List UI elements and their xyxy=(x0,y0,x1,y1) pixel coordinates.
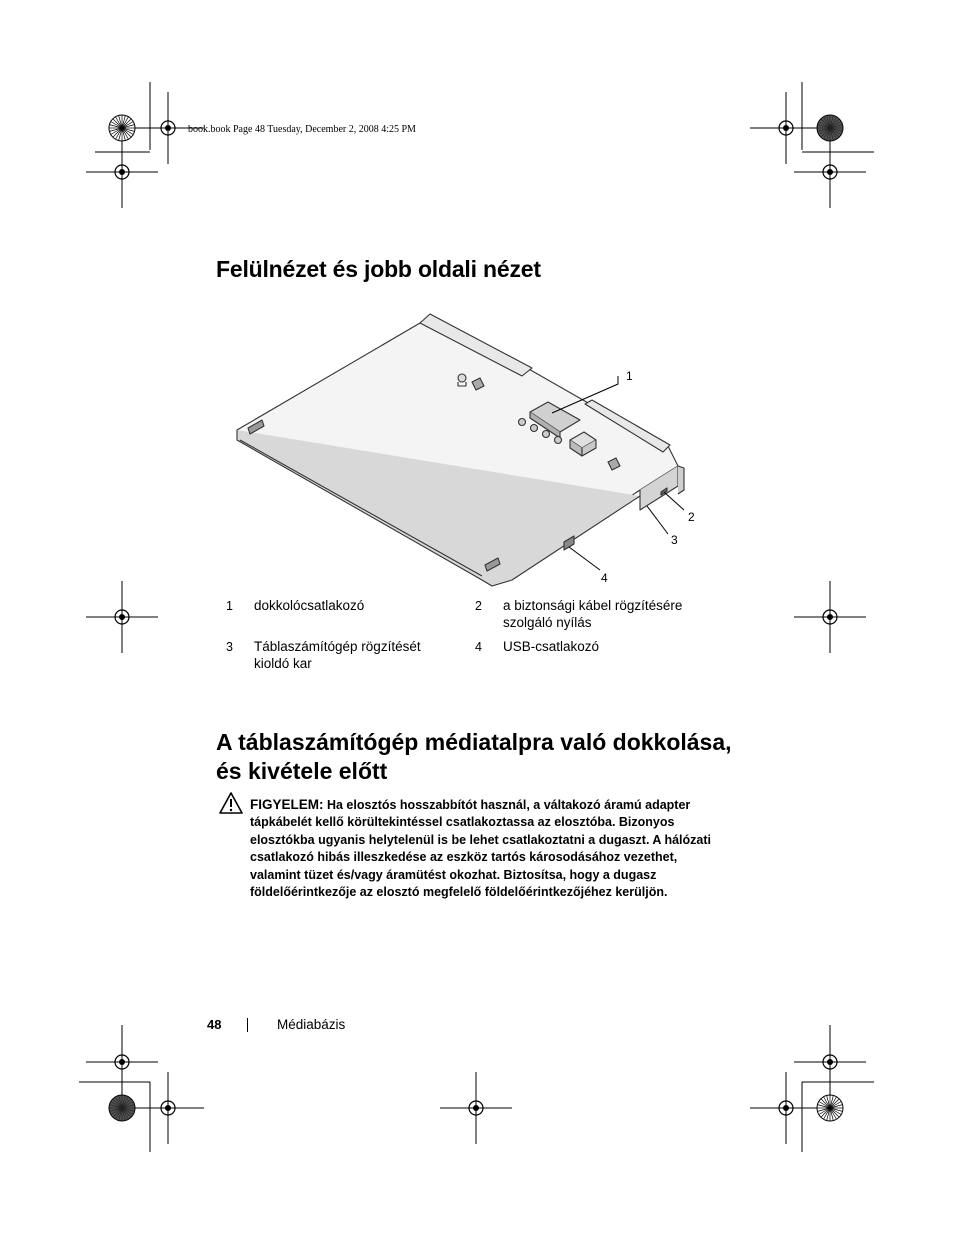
callout-2: 2 xyxy=(688,510,695,524)
legend-number: 2 xyxy=(475,599,482,613)
print-slug-line: book.book Page 48 Tuesday, December 2, 2008 4:25 PM xyxy=(188,124,416,135)
section-title-top-and-right-view: Felülnézet és jobb oldali nézet xyxy=(216,256,541,282)
callout-1: 1 xyxy=(626,369,633,383)
legend-text: USB-csatlakozó xyxy=(503,639,600,654)
warning-label: FIGYELEM: xyxy=(250,797,324,812)
legend-text: Táblaszámítógép rögzítését kioldó kar xyxy=(254,639,421,671)
section-title-before-docking: A táblaszámítógép médiatalpra való dokkolása, és kivétele előtt xyxy=(216,729,732,784)
page-number: 48 xyxy=(207,1017,222,1032)
footer-separator xyxy=(247,1018,248,1032)
warning-block xyxy=(250,796,730,901)
footer-chapter-title: Médiabázis xyxy=(277,1017,346,1032)
legend-text: a biztonsági kábel rögzítésére szolgáló nyílás xyxy=(503,598,683,630)
callout-3: 3 xyxy=(671,533,678,547)
legend-number: 3 xyxy=(226,640,233,654)
legend-number: 1 xyxy=(226,599,233,613)
legend-number: 4 xyxy=(475,640,482,654)
warning-triangle-icon xyxy=(219,792,243,814)
legend-text: dokkolócsatlakozó xyxy=(254,598,365,613)
warning-text: Ha elosztós hosszabbítót használ, a váltakozó áramú adapter tápkábelét kellő körültekintéssel csatlakoztassa az elosztóba. Bizonyos elosztókba ugyanis helytelenül is be lehet csatlakoztatni a dugaszt. A hálózati csatlakozó hibás illeszkedése az eszköz tartós károsodásához vezethet, valamint tüzet és/vagy áramütést okozhat. Biztosítsa, hogy a dugasz földelőérintkezője az elosztó megfelelő földelőérintkezőjéhez kerüljön. xyxy=(250,798,711,900)
callout-4: 4 xyxy=(601,571,608,585)
